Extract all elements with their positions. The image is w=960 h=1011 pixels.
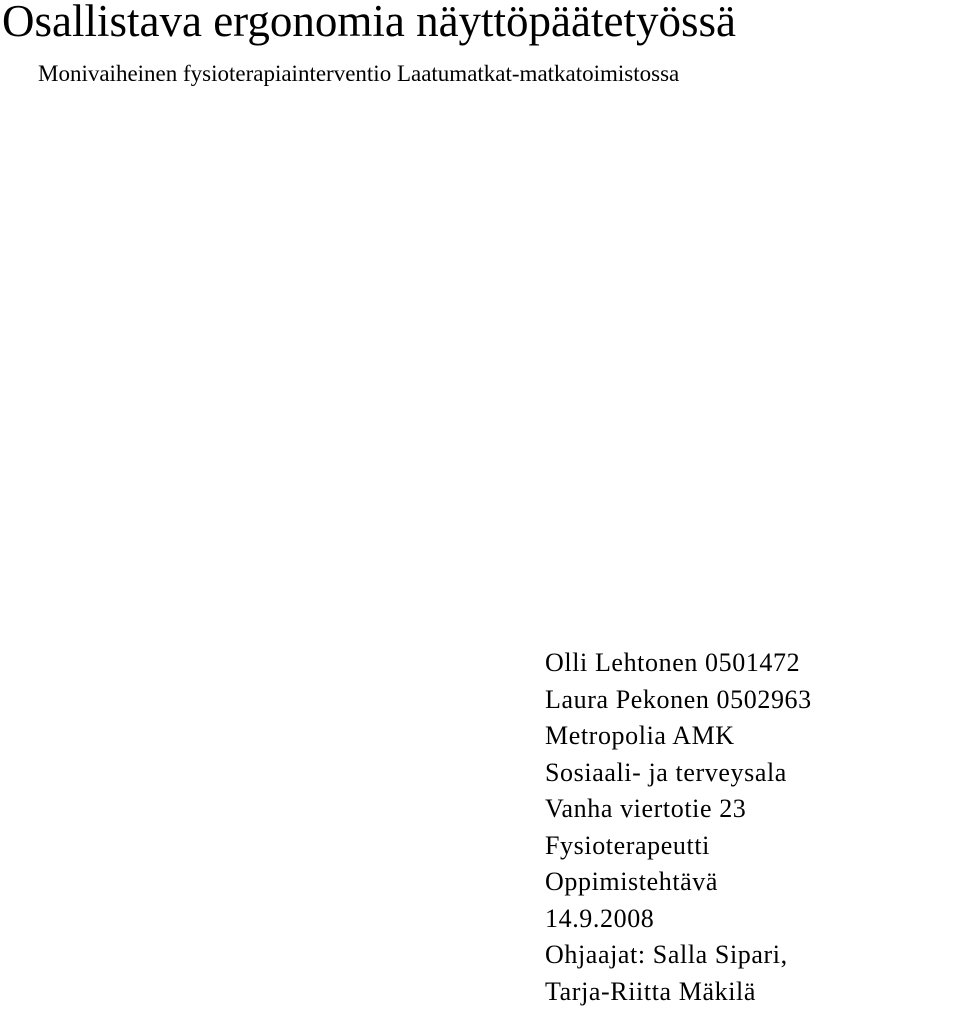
document-subtitle: Monivaiheinen fysioterapiainterventio Laatumatkat-matkatoimistossa	[38, 61, 680, 86]
document-title: Osallistava ergonomia näyttöpäätetyössä	[2, 0, 736, 46]
author-2-line: Laura Pekonen 0502963	[545, 684, 812, 714]
author-1-line: Olli Lehtonen 0501472	[545, 648, 801, 677]
supervisors-line-2: Tarja-Riitta Mäkilä	[545, 976, 757, 1006]
degree-programme-line: Fysioterapeutti	[545, 830, 710, 860]
assignment-type-line: Oppimistehtävä	[545, 867, 719, 896]
supervisors-line-1: Ohjaajat: Salla Sipari,	[545, 940, 788, 969]
author-info-block	[545, 645, 812, 1010]
department-line: Sosiaali- ja terveysala	[545, 757, 787, 787]
address-line: Vanha viertotie 23	[545, 794, 747, 823]
date-line: 14.9.2008	[545, 903, 655, 933]
school-line: Metropolia AMK	[545, 721, 735, 750]
